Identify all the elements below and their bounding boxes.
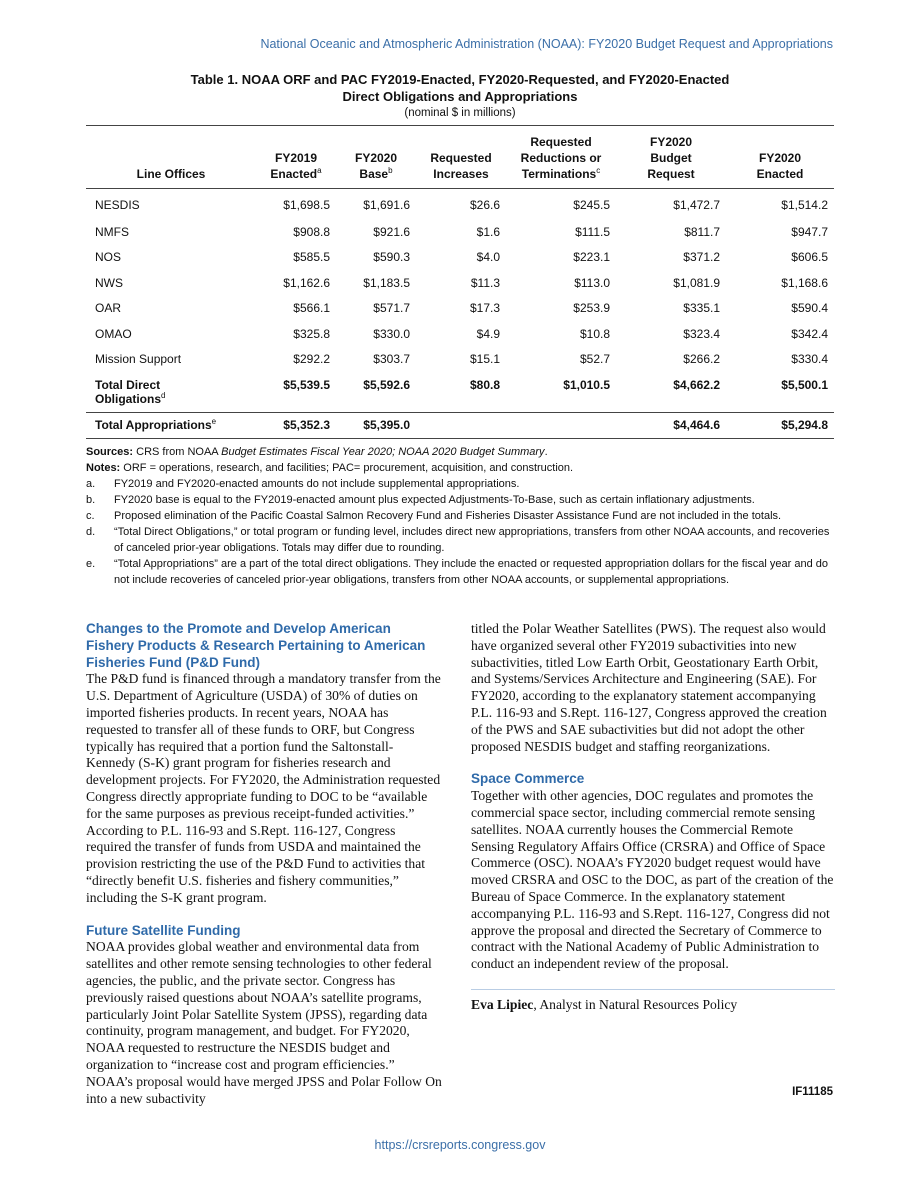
right-column [471, 621, 835, 1014]
table-cell: $5,395.0 [336, 412, 416, 438]
table-cell: $571.7 [373, 301, 410, 316]
footnote [86, 508, 834, 524]
table-cell [416, 412, 506, 438]
table-cell: $80.8 [469, 378, 500, 393]
table-cell: $1,698.5 [283, 198, 330, 212]
table-cell: $15.1 [469, 352, 500, 367]
table-cell: $323.4 [683, 326, 720, 341]
total-appropriations-label: Total Appropriations$^e$ [86, 412, 256, 438]
table-cell: $1,081.9 [673, 275, 720, 290]
table-cell: $223.1 [573, 250, 610, 265]
table-row-total-appropriations [86, 412, 834, 438]
footnote [86, 476, 834, 492]
sources-line: Sources: CRS from NOAA Budget Estimates Fiscal Year 2020; NOAA 2020 Budget Summary. [86, 446, 548, 458]
line-office-label: OAR [95, 301, 122, 316]
footnote-key: b. [86, 494, 96, 506]
footer-url-link[interactable]: https://crsreports.congress.gov [374, 1138, 546, 1152]
table-cell: $585.5 [293, 250, 330, 265]
table-cell: $4,662.2 [673, 378, 720, 393]
footnote-key: d. [86, 526, 96, 538]
table-cell: $566.1 [293, 301, 330, 316]
footnote-text: FY2019 and FY2020-enacted amounts do not include supplemental appropriations. [114, 478, 520, 490]
footnote [86, 492, 834, 508]
table-cell: $17.3 [469, 301, 500, 316]
col-header-fy2020-request: FY2020 Budget Request [616, 126, 726, 189]
table-row [86, 346, 834, 372]
section-body-satellite-cont: titled the Polar Weather Satellites (PWS). The request also would have organized several other FY2019 subactivities into new subactivities, titled Low Earth Orbit, Geostationary Earth Orbit, and Systems/Services Architecture and Engineering (SAE). For FY2020, according to the explanatory statement accompanying P.L. 116-93 and S.Rept. 116-127, Congress approved the creation of the PWS and SAE subactivities but did not adopt the other proposed NESDIS budget and staffing reorganizations. [471, 621, 827, 754]
section-heading-satellite: Future Satellite Funding [86, 922, 241, 938]
footnote-text: FY2020 base is equal to the FY2019-enacted amount plus expected Adjustments-To-Base, such as certain inflationary adjustments. [114, 494, 755, 506]
table-cell: $947.7 [791, 224, 828, 239]
table-cell: $1,514.2 [781, 198, 828, 212]
table-cell [506, 412, 616, 438]
table-cell: $26.6 [469, 198, 500, 212]
table-cell: $253.9 [573, 301, 610, 316]
table-cell: $245.5 [573, 198, 610, 212]
table-cell: $5,500.1 [781, 378, 828, 393]
line-office-label: Mission Support [95, 352, 182, 367]
col-header-fy2020-enacted: FY2020 Enacted [726, 126, 834, 189]
col-header-fy2019-enacted: FY2019 Enacted$^a$ [256, 126, 336, 189]
table-cell: $342.4 [791, 326, 828, 341]
budget-table [86, 125, 834, 439]
table-cell: $5,352.3 [256, 412, 336, 438]
table-cell: $335.1 [683, 301, 720, 316]
table-cell: $303.7 [373, 352, 410, 367]
table-cell: $371.2 [683, 250, 720, 265]
table-cell: $1,183.5 [363, 275, 410, 290]
line-office-label: OMAO [95, 326, 132, 341]
table-cell: $921.6 [373, 224, 410, 239]
table-row [86, 270, 834, 296]
table-cell: $5,592.6 [363, 378, 410, 393]
table-cell: $1,691.6 [363, 198, 410, 212]
table-header-row [86, 126, 834, 189]
col-header-requested-increases: Requested Increases [416, 126, 506, 189]
table-cell: $111.5 [575, 224, 610, 239]
document-id: IF11185 [792, 1086, 833, 1098]
table-cell: $1,162.6 [283, 275, 330, 290]
line-office-label: NMFS [95, 224, 129, 239]
table-cell: $1,010.5 [563, 378, 610, 393]
table-cell: $4.0 [476, 250, 500, 265]
table-cell: $52.7 [579, 352, 610, 367]
table-cell: $325.8 [293, 326, 330, 341]
col-header-reductions: Requested Reductions or Terminations$^c$ [506, 126, 616, 189]
author-title: , Analyst in Natural Resources Policy [533, 996, 738, 1012]
table-cell: $590.4 [791, 301, 828, 316]
total-direct-label: Total Direct Obligations$^d$ [95, 378, 166, 407]
table-title: Table 1. NOAA ORF and PAC FY2019-Enacted, FY2020-Requested, and FY2020-Enacted Direct Obligations and Appropriations [190, 72, 730, 104]
table-cell: $4.9 [476, 326, 500, 341]
footnote-list [86, 476, 834, 588]
table-row [86, 244, 834, 270]
col-header-fy2020-base: FY2020 Base$^b$ [336, 126, 416, 189]
table-cell: $1,168.6 [781, 275, 828, 290]
footnote [86, 556, 834, 588]
table-cell: $908.8 [293, 224, 330, 239]
section-body-space-commerce: Together with other agencies, DOC regulates and promotes the commercial space sector, including commercial remote sensing satellites. NOAA currently houses the Commercial Remote Sensing Regulatory Affairs Office (CRSRA) and Office of Space Commerce (OSC). NOAA’s FY2020 budget request would have moved CRSRA and OSC to the DOC, as part of the creation of the Bureau of Space Commerce. In the explanatory statement accompanying P.L. 116-93 and S.Rept. 116-127, Congress did not approve the proposal and directed the Secretary of Commerce to contract with the National Academy of Public Administration to conduct an independent review of the proposal. [471, 788, 834, 972]
table-row-total-direct [86, 372, 834, 412]
table-cell: $330.0 [373, 326, 410, 341]
section-body-pd-fund: The P&D fund is financed through a mandatory transfer from the U.S. Department of Agriculture (USDA) of 30% of duties on imported fisheries products. In recent years, NOAA has requested to transfer all of these funds to ORF, but Congress typically has required that a portion fund the Saltonstall-Kennedy (S-K) grant program for fisheries research and development projects. For FY2020, the Administration requested Congress directly appropriate funding to DOC to be “available for the same purposes as previous receipt-funded activities.” According to P.L. 116-93 and S.Rept. 116-127, Congress required the transfer of funds from USDA and maintained the provision restricting the use of the P&D Fund to activities that “directly benefit U.S. fisheries and fishery communities,” including the S-K grant program. [86, 671, 441, 905]
table-cell: $330.4 [791, 352, 828, 367]
footnote-key: a. [86, 478, 96, 490]
table-cell: $590.3 [373, 250, 410, 265]
running-header: National Oceanic and Atmospheric Administration (NOAA): FY2020 Budget Request and Appropriations [260, 37, 833, 51]
table-cell: $606.5 [791, 250, 828, 265]
table-cell: $5,294.8 [726, 412, 834, 438]
table-notes [86, 444, 834, 588]
line-office-label: NOS [95, 250, 122, 265]
footnote-text: Proposed elimination of the Pacific Coastal Salmon Recovery Fund and Fisheries Disaster Assistance Fund are not included in the totals. [114, 510, 782, 522]
table-cell: $113.0 [574, 275, 610, 290]
table-row [86, 189, 834, 219]
line-office-label: NESDIS [95, 198, 140, 212]
table-cell: $1,472.7 [673, 198, 720, 212]
table-units: (nominal $ in millions) [404, 107, 516, 119]
table-row [86, 295, 834, 321]
table-cell: $1.6 [476, 224, 500, 239]
section-heading-space-commerce: Space Commerce [471, 771, 585, 787]
table-cell: $4,464.6 [616, 412, 726, 438]
footnote-text: “Total Direct Obligations,” or total program or funding level, includes direct new appropriations, transfers from other NOAA accounts, and recoveries of canceled prior-year obligations. Totals may differ due to rounding. [114, 526, 830, 554]
table-row [86, 321, 834, 347]
line-office-label: NWS [95, 275, 123, 290]
section-heading-pd-fund: Changes to the Promote and Develop American Fishery Products & Research Pertaining to American Fisheries Fund (P&D Fund) [86, 621, 426, 670]
notes-line: Notes: ORF = operations, research, and facilities; PAC= procurement, acquisition, and construction. [86, 462, 574, 474]
left-column [86, 621, 442, 1123]
table-row [86, 219, 834, 245]
section-body-satellite: NOAA provides global weather and environmental data from satellites and other remote sensing technologies to other federal agencies, the public, and the private sector. Congress has previously raised questions about NOAA’s satellite programs, particularly Joint Polar Satellite System (JPSS), regarding data continuity, program management, and budget. For FY2020, NOAA requested to restructure the NESDIS budget and organization to “increase cost and program efficiencies.” NOAA’s proposal would have merged JPSS and Polar Follow On into a new subactivity [86, 939, 442, 1106]
table-cell: $811.7 [684, 224, 720, 239]
table-cell: $11.3 [470, 275, 500, 290]
col-header-line-offices: Line Offices [86, 126, 256, 189]
table-cell: $292.2 [293, 352, 330, 367]
footnote-key: c. [86, 510, 95, 522]
footnote-text: “Total Appropriations” are a part of the total direct obligations. They include the enacted or requested appropriation dollars for the fiscal year and do not include recoveries of canceled prior-year obligations, transfers from other NOAA accounts, or supplemental appropriations. [114, 558, 829, 586]
table-cell: $266.2 [683, 352, 720, 367]
author-line [471, 989, 835, 1014]
author-name: Eva Lipiec [471, 996, 534, 1012]
footnote [86, 524, 834, 556]
table-cell: $5,539.5 [283, 378, 330, 393]
footnote-key: e. [86, 558, 96, 570]
table-cell: $10.8 [579, 326, 610, 341]
